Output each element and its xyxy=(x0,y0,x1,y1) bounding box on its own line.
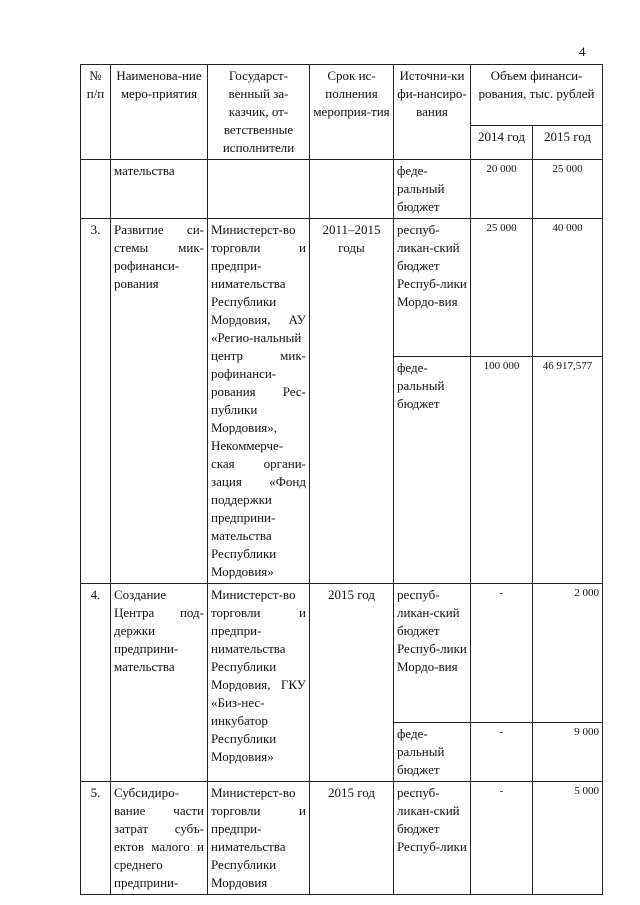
row-source: респуб-ликан-ский бюджет Респуб-лики xyxy=(394,782,471,895)
row-2015: 46 917,577 xyxy=(533,356,603,583)
header-sources: Источни-ки фи-нансиро-вания xyxy=(394,65,471,160)
row-2014: - xyxy=(471,782,533,895)
row-source: феде-ральный бюджет xyxy=(394,356,471,583)
row-2015: 9 000 xyxy=(533,723,603,782)
table-row xyxy=(81,782,603,895)
header-term: Срок ис-полнения мероприя-тия xyxy=(310,65,394,160)
row-term: 2015 год xyxy=(310,782,394,895)
header-customer: Государст-венный за-казчик, от-ветственные исполнители xyxy=(208,65,310,160)
table-row xyxy=(81,160,603,219)
row-2015: 2 000 xyxy=(533,584,603,723)
row-term: 2015 год xyxy=(310,584,394,782)
row-customer: Министерст-во торговли и предпри-нимательства Республики Мордовия, АУ «Регио-нальный центр мик-рофинанси-рования Рес-публики Мордовия», Некоммерче-ская органи-зация «Фонд поддержки предприни-мательства Республики Мордовия» xyxy=(208,219,310,584)
row-name: Создание Центра под-держки предприни-мательства xyxy=(111,584,208,782)
row-source: феде-ральный бюджет xyxy=(394,160,471,219)
row-2015: 5 000 xyxy=(533,782,603,895)
header-2014: 2014 год xyxy=(471,125,533,159)
row-num: 5. xyxy=(81,782,111,895)
row-2014: 100 000 xyxy=(471,356,533,583)
row-2014: 20 000 xyxy=(471,160,533,219)
row-num: 3. xyxy=(81,219,111,584)
header-name: Наименова-ние меро-приятия xyxy=(111,65,208,160)
row-num: 4. xyxy=(81,584,111,782)
header-volume: Объем финанси-рования, тыс. рублей xyxy=(471,65,603,126)
row-2014: 25 000 xyxy=(471,219,533,357)
program-table xyxy=(80,64,603,895)
row-2014: - xyxy=(471,723,533,782)
row-source: респуб-ликан-ский бюджет Респуб-лики Мордо-вия xyxy=(394,584,471,723)
row-name: Субсидиро-вание части затрат субъ-ектов малого и среднего предприни- xyxy=(111,782,208,895)
row-name: Развитие си-стемы мик-рофинанси-рования xyxy=(111,219,208,584)
header-num: № п/п xyxy=(81,65,111,160)
row-customer: Министерст-во торговли и предпри-нимательства Республики Мордовия, ГКУ «Биз-нес-инкубатор Республики Мордовия» xyxy=(208,584,310,782)
row-term: 2011–2015 годы xyxy=(310,219,394,584)
row-2014: - xyxy=(471,584,533,723)
row-source: респуб-ликан-ский бюджет Респуб-лики Мордо-вия xyxy=(394,219,471,357)
row-2015: 40 000 xyxy=(533,219,603,357)
row-num xyxy=(81,160,111,219)
header-2015: 2015 год xyxy=(533,125,603,159)
row-source: феде-ральный бюджет xyxy=(394,723,471,782)
row-customer: Министерст-во торговли и предпри-нимательства Республики Мордовия xyxy=(208,782,310,895)
row-term xyxy=(310,160,394,219)
table-row xyxy=(81,219,603,357)
row-customer xyxy=(208,160,310,219)
row-2015: 25 000 xyxy=(533,160,603,219)
table-row xyxy=(81,584,603,723)
row-name: мательства xyxy=(111,160,208,219)
page-number: 4 xyxy=(579,44,586,59)
